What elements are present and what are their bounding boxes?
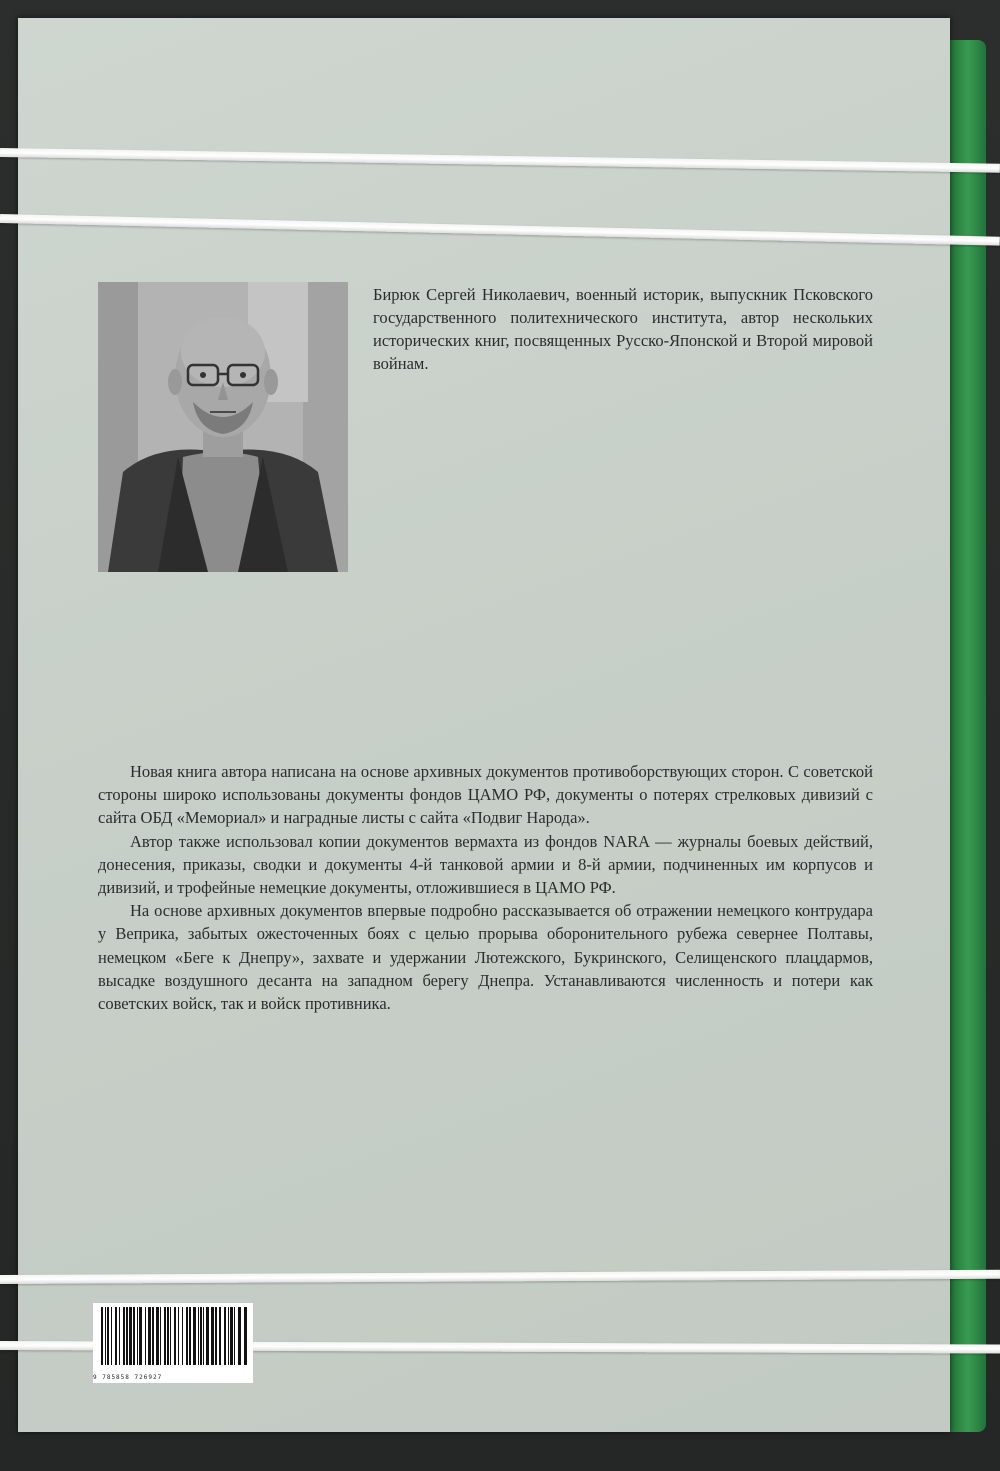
barcode-bar [198, 1307, 199, 1365]
barcode-bar [230, 1307, 233, 1365]
barcode-bar [139, 1307, 142, 1365]
annotation-paragraph-1: Новая книга автора написана на основе архивных документов противоборствующих сторон. С советской стороны широко использованы документы фондов ЦАМО РФ, документы о потерях стрелковых дивизий с сайта ОБД «Мемориал» и наградные листы с сайта «Подвиг Народа». [98, 762, 873, 828]
book-annotation [98, 760, 873, 1015]
barcode-bar [219, 1307, 221, 1365]
barcode-bar [119, 1307, 120, 1365]
barcode-bar [123, 1307, 125, 1365]
barcode-bar [107, 1307, 109, 1365]
barcode-bar [137, 1307, 138, 1365]
barcode-bar [145, 1307, 146, 1365]
barcode-bar [178, 1307, 179, 1365]
annotation-paragraph-2: Автор также использовал копии документов вермахта из фондов NARA — журналы боевых действий, донесения, приказы, сводки и документы 4-й танковой армии и 8-й армии, подчиненных им корпусов и дивизий, и трофейные немецкие документы, отложившиеся в ЦАМО РФ. [98, 831, 873, 898]
barcode-bar [206, 1307, 209, 1365]
barcode-bar [126, 1307, 128, 1365]
author-photo [98, 282, 348, 572]
barcode-bar [160, 1307, 161, 1365]
barcode-bar [189, 1307, 191, 1365]
barcode-bars [93, 1303, 253, 1373]
barcode-bar [193, 1307, 196, 1365]
barcode-bar [156, 1307, 159, 1365]
barcode-bar [215, 1307, 217, 1365]
barcode-bar [211, 1307, 214, 1365]
barcode-bar [115, 1307, 117, 1365]
book-spine [946, 40, 986, 1432]
isbn-barcode [93, 1303, 253, 1383]
barcode-bar [101, 1307, 103, 1365]
barcode-bar [203, 1307, 204, 1365]
barcode-bar [234, 1307, 235, 1365]
barcode-bar [133, 1307, 135, 1365]
barcode-bar [200, 1307, 202, 1365]
barcode-bar [164, 1307, 166, 1365]
barcode-bar [129, 1307, 132, 1365]
barcode-bar [228, 1307, 229, 1365]
barcode-bar [182, 1307, 183, 1365]
barcode-bar [170, 1307, 171, 1365]
barcode-bar [224, 1307, 226, 1365]
barcode-bar [174, 1307, 176, 1365]
author-portrait-illustration [98, 282, 348, 572]
barcode-digits: 9 785858 726927 [93, 1374, 163, 1381]
barcode-bar [167, 1307, 169, 1365]
barcode-bar [152, 1307, 154, 1365]
author-bio: Бирюк Сергей Николаевич, военный историк, выпускник Псковского государственного политехнического института, автор нескольких исторических книг, посвященных Русско-Японской и Второй мировой войнам. [373, 285, 873, 373]
barcode-bar [186, 1307, 188, 1365]
barcode-bar [111, 1307, 112, 1365]
barcode-bar [105, 1307, 106, 1365]
barcode-bar [148, 1307, 151, 1365]
barcode-bar [244, 1307, 247, 1365]
annotation-paragraph-3: На основе архивных документов впервые подробно рассказывается об отражении немецкого контрудара у Веприка, забытых ожесточенных боях с целью прорыва оборонительного рубежа севернее Полтавы, немецком «Беге к Днепру», захвате и удержании Лютежского, Букринского, Селищенского плацдармов, высадке воздушного десанта на западном берегу Днепра. Устанавливаются численность и потери как советских войск, так и войск противника. [98, 901, 873, 1014]
barcode-bar [238, 1307, 241, 1365]
